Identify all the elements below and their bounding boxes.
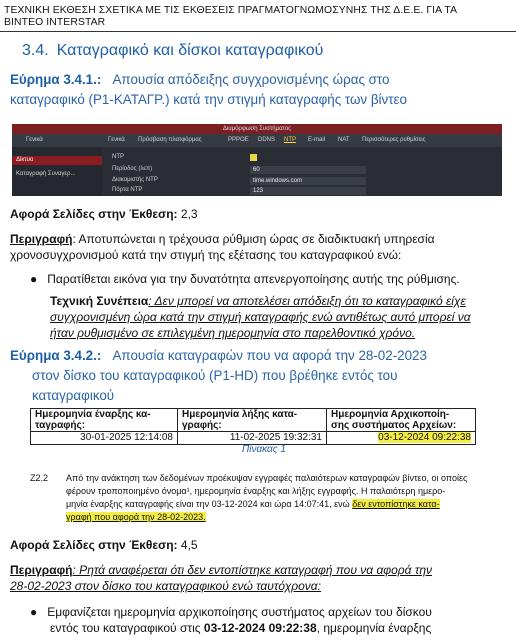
description-1-line-2: χρονοσυγχρονισμού κατά την στιγμή της εξέτασης του καταγραφικού ενώ: [10, 248, 402, 262]
table-row [31, 432, 476, 445]
finding-2-label: Εύρημα 3.4.2.: [10, 348, 102, 363]
footnote-line-3b: δεν εντοπίστηκε κατα- [352, 499, 440, 509]
ntp-settings-screenshot [12, 124, 502, 196]
bullet-2: ● Εμφανίζεται ημερομηνία αρχικοποίησης συστήματος αρχείων του δίσκου εντός του καταγραφικού στις 03-12-2024 09:22:38, ημερομηνία έναρξης [30, 605, 432, 635]
bullet-2-line-1: Εμφανίζεται ημερομηνία αρχικοποίησης συστήματος αρχείων του δίσκου [47, 605, 432, 619]
description-2-label: Περιγραφή [10, 563, 73, 577]
pages-2-value: 4,5 [180, 538, 198, 552]
records-table-wrap [30, 408, 476, 445]
finding-1-title-1: Απουσία απόδειξης συγχρονισμένης ώρας στο [112, 72, 390, 87]
nav-item: PPPOE [228, 137, 249, 143]
ntp-row-label: NTP [112, 154, 124, 160]
footnote-line-2: φέρουν τροποποιημένο όνομα¹, ημερομηνία έναρξης και λήξης εγγραφής. Η παλαιότερη ημερο- [66, 486, 446, 496]
description-2-line-1: : Ρητά αναφέρεται ότι δεν εντοπίστηκε καταγραφή που να αφορά την [72, 563, 433, 577]
side-item-alarm: Καταγραφή Συναγερ... [16, 171, 76, 177]
section-number: 3.4. [22, 42, 49, 59]
screenshot-nav [12, 134, 502, 147]
bullet-1 [30, 271, 510, 287]
section-title: Καταγραφικό και δίσκοι καταγραφικού [56, 42, 324, 59]
table-cell-end: 11-02-2025 19:32:31 [178, 432, 327, 445]
footnote-line-3a: μηνία έναρξης καταγραφής είναι την 03-12-2024 και ώρα 14:07:41, ενώ [66, 499, 350, 509]
tech-line-2: συγχρονισμένη ώρα κατά την στιγμή καταγραφής ενώ αντιθέτως αυτό μπορεί να [50, 310, 471, 324]
server-value: time.windows.com [250, 177, 366, 185]
nav-item: Περισσότερες ρυθμίσεις [362, 137, 426, 143]
description-1-line-1: : Αποτυπώνεται η τρέχουσα ρύθμιση ώρας σε διαδικτυακή υπηρεσία [72, 232, 435, 246]
port-row-label: Πόρτα NTP [112, 187, 143, 193]
description-2-line-2: 28-02-2023 στον δίσκο του καταγραφικού ενώ ταυτόχρονα: [10, 579, 321, 593]
description-2 [10, 562, 510, 594]
pages-1 [10, 207, 198, 222]
nav-item: E-mail [308, 137, 326, 143]
description-1 [10, 231, 510, 263]
side-item-network: Δίκτυο [12, 156, 102, 165]
table-header-row [31, 409, 476, 432]
header-line-1: ΤΕΧΝΙΚΗ ΕΚΘΕΣΗ ΣΧΕΤΙΚΑ ΜΕ ΤΙΣ ΕΚΘΕΣΕΙΣ ΠΡΑΓΜΑΤΟΓΝΩΜΟΣΥΝΗΣ ΤΗΣ Δ.Ε.Ε. ΓΙΑ ΤΑ [4, 5, 458, 16]
pages-1-value: 2,3 [180, 207, 198, 221]
footnote-text [66, 472, 512, 524]
pages-1-label: Αφορά Σελίδες στην Έκθεση: [10, 207, 178, 221]
finding-1-title-2: καταγραφικό (P1-ΚΑΤΑΓΡ.) κατά την στιγμή καταγραφής των βίντεο [10, 92, 407, 107]
nav-item: Πρόσβαση πλατφόρμας [138, 137, 202, 143]
table-header-end: Ημερομηνία λήξης κατα- γραφής: [178, 409, 327, 432]
finding-2-title-3: καταγραφικού [32, 388, 115, 403]
pages-2 [10, 538, 198, 553]
server-row-label: Διακομιστής NTP [112, 177, 158, 183]
table-header-init: Ημερομηνία Αρχικοποίη- σης συστήματος Αρχείων: [327, 409, 476, 432]
pages-2-label: Αφορά Σελίδες στην Έκθεση: [10, 538, 178, 552]
section-heading [22, 42, 323, 60]
port-value: 123 [250, 187, 366, 195]
footnote-line-4: γραφή που αφορά την 28-02-2023. [66, 512, 206, 522]
bullet-dot-icon: ● [30, 605, 38, 619]
tech-line-1: : Δεν μπορεί να αποτελέσει απόδειξη ότι το καταγραφικό είχε [148, 294, 466, 308]
screenshot-sidebar [12, 147, 102, 196]
technical-consequence [50, 293, 510, 341]
table-cell-init: 03-12-2024 09:22:38 [327, 432, 476, 445]
checkbox-icon [250, 154, 257, 161]
period-value: 60 [250, 166, 366, 174]
screenshot-titlebar [12, 124, 502, 134]
footnote-line-1: Από την ανάκτηση των δεδομένων προέκυψαν εγγραφές παλαιότερων καταγραφών βίντεο, οι οποίες [66, 473, 468, 483]
description-1-label: Περιγραφή [10, 232, 73, 246]
finding-1-label: Εύρημα 3.4.1.: [10, 72, 102, 87]
table-caption: Πίνακας 1 [242, 444, 286, 455]
finding-2-title-2: στον δίσκο του καταγραφικού (P1-HD) που βρέθηκε εντός του [32, 368, 398, 383]
table-header-start: Ημερομηνία έναρξης κα- ταγραφής: [31, 409, 178, 432]
tech-label: Τεχνική Συνέπεια [50, 294, 149, 308]
finding-2 [10, 346, 510, 406]
screenshot-title: Διαμόρφωση Συστήματος [222, 126, 292, 132]
footnote-number: Z2.2 [30, 473, 49, 483]
records-table [30, 408, 476, 445]
table-cell-start: 30-01-2025 12:14:08 [31, 432, 178, 445]
nav-item: Γενικά [108, 137, 125, 143]
nav-item: Γενικά [26, 137, 43, 143]
finding-1 [10, 70, 510, 110]
header-line-2: ΒΙΝΤΕΟ INTERSTAR [4, 17, 106, 28]
running-header [4, 5, 512, 29]
bullet-2-date: 03-12-2024 09:22:38 [203, 621, 317, 635]
nav-item: DDNS [258, 137, 276, 143]
tech-line-3: ήταν ρυθμισμένο σε επιλεγμένη ημερομηνία στο παρελθοντικό χρόνο. [50, 326, 416, 340]
period-row-label: Περίοδος (λεπ) [112, 166, 153, 172]
finding-2-title-1: Απουσία καταγραφών που να αφορά την 28-02-2023 [112, 348, 427, 363]
nav-item: NAT [338, 137, 350, 143]
nav-item-ntp: NTP [284, 137, 296, 143]
header-divider [0, 31, 516, 32]
bullet-1-text: Παρατίθεται εικόνα για την δυνατότητα απενεργοποίησης αυτής της ρύθμισης. [47, 272, 460, 286]
bullet-dot-icon: ● [30, 272, 38, 286]
